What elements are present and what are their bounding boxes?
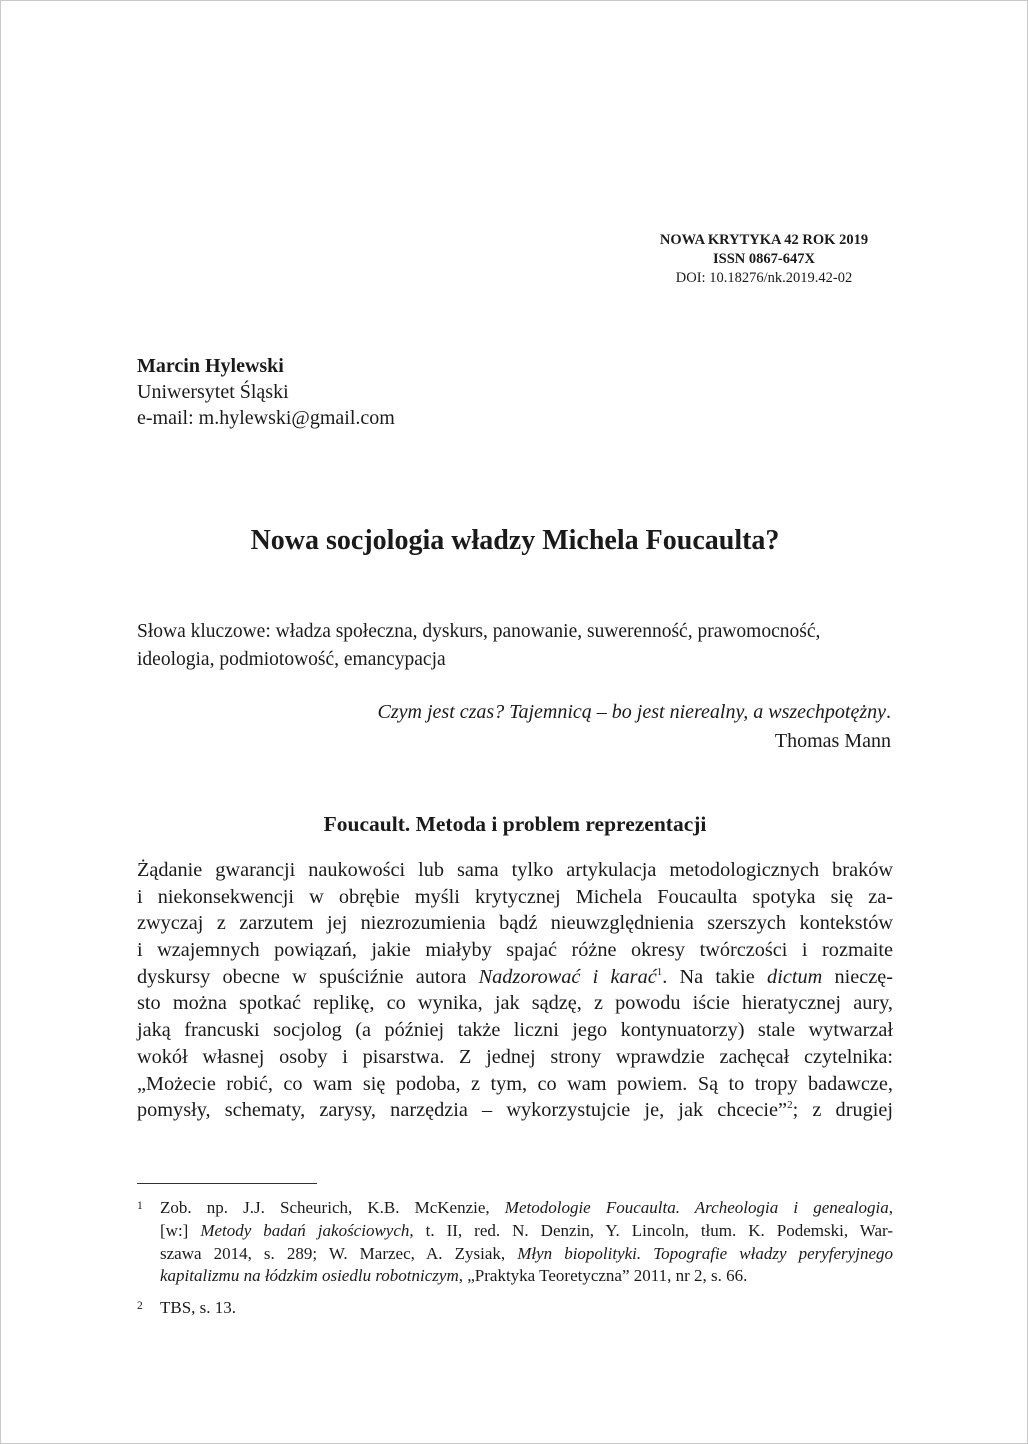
author-block [137, 353, 395, 431]
body-line: „Możecie robić, co wam się podoba, z tym, co wam powiem. Są to tropy badawcze, [137, 1072, 893, 1095]
journal-issue: NOWA KRYTYKA 42 ROK 2019 [659, 232, 869, 248]
journal-doi: DOI: 10.18276/nk.2019.42-02 [675, 270, 853, 286]
footnote-ref-1[interactable]: 1 [656, 965, 663, 978]
keywords-line-1: Słowa kluczowe: władza społeczna, dyskurs, panowanie, suwerenność, prawomocność, [137, 621, 821, 642]
motto-period: . [886, 701, 891, 723]
motto-source: Thomas Mann [774, 730, 891, 752]
footnote-separator [137, 1183, 317, 1184]
keywords [137, 618, 897, 674]
footnote-number: 1 [137, 1200, 143, 1212]
footnote-line: kapitalizmu na łódzkim osiedlu robotniczym, „Praktyka Teoretyczna” 2011, nr 2, s. 66. [160, 1266, 748, 1286]
motto [137, 698, 891, 756]
section-heading: Foucault. Metoda i problem reprezentacji [323, 812, 707, 836]
footnote-1 [137, 1197, 893, 1288]
author-name: Marcin Hylewski [137, 355, 284, 377]
footnote-line: szawa 2014, s. 289; W. Marzec, A. Zysiak, Młyn biopolityki. Topografie władzy peryferyjnego [160, 1243, 893, 1263]
footnote-number: 2 [137, 1300, 143, 1313]
book-title: Nadzorować i karać [478, 965, 657, 988]
body-line: dyskursy obecne w spuściźnie autora Nadzorować i karać$^1$. Na takie dictum nieczę- [137, 965, 894, 988]
body-line: wokół własnej osoby i pisarstwa. Z jednej strony wprawdzie zachęcał czytelnika: [137, 1045, 893, 1068]
footnote-2 [137, 1297, 893, 1320]
body-line: Żądanie gwarancji naukowości lub sama tylko artykulacja metodologicznych braków [137, 859, 893, 881]
keywords-line-2: ideologia, podmiotowość, emancypacja [137, 649, 446, 670]
footnote-ref-2[interactable]: 2 [787, 1099, 793, 1112]
body-line: pomysły, schematy, zarysy, narzędzia – wykorzystujcie je, jak chcecie”$^2$; z drugiej [137, 1099, 893, 1122]
journal-issn: ISSN 0867-647X [713, 251, 815, 267]
body-line: sto można spotkać replikę, co wynika, jak sądzę, z powodu iście hieratycznej aury, [137, 992, 893, 1015]
motto-quote: Czym jest czas? Tajemnicą – bo jest nierealny, a wszechpotężny [377, 701, 886, 723]
body-line: jaką francuski socjolog (a później także liczni jego kontynuatorzy) stale wytwarzał [137, 1019, 893, 1042]
footnote-line: TBS, s. 13. [160, 1298, 237, 1318]
body-paragraph [137, 857, 893, 1124]
author-affiliation: Uniwersytet Śląski [137, 381, 289, 403]
body-line: i niekonsekwencji w obrębie myśli krytycznej Michela Foucaulta spotyka się za- [137, 885, 893, 908]
body-line: i wzajemnych powiązań, jakie miałyby spajać różne okresy twórczości i rozmaite [137, 939, 893, 962]
article-title: Nowa socjologia władzy Michela Foucaulta? [250, 525, 780, 556]
latin-term: dictum [767, 965, 823, 988]
footnotes [137, 1197, 893, 1329]
footnote-line: Zob. np. J.J. Scheurich, K.B. McKenzie, Metodologie Foucaulta. Archeologia i genealogia, [160, 1198, 893, 1217]
footnote-line: [w:] Metody badań jakościowych, t. II, red. N. Denzin, Y. Lincoln, tłum. K. Podemski, War- [160, 1220, 893, 1240]
body-line: zwyczaj z zarzutem jej niezrozumienia bądź nieuwzględnienia szerszych kontekstów [137, 912, 893, 935]
journal-header [601, 231, 927, 288]
author-email: e-mail: m.hylewski@gmail.com [137, 407, 395, 429]
